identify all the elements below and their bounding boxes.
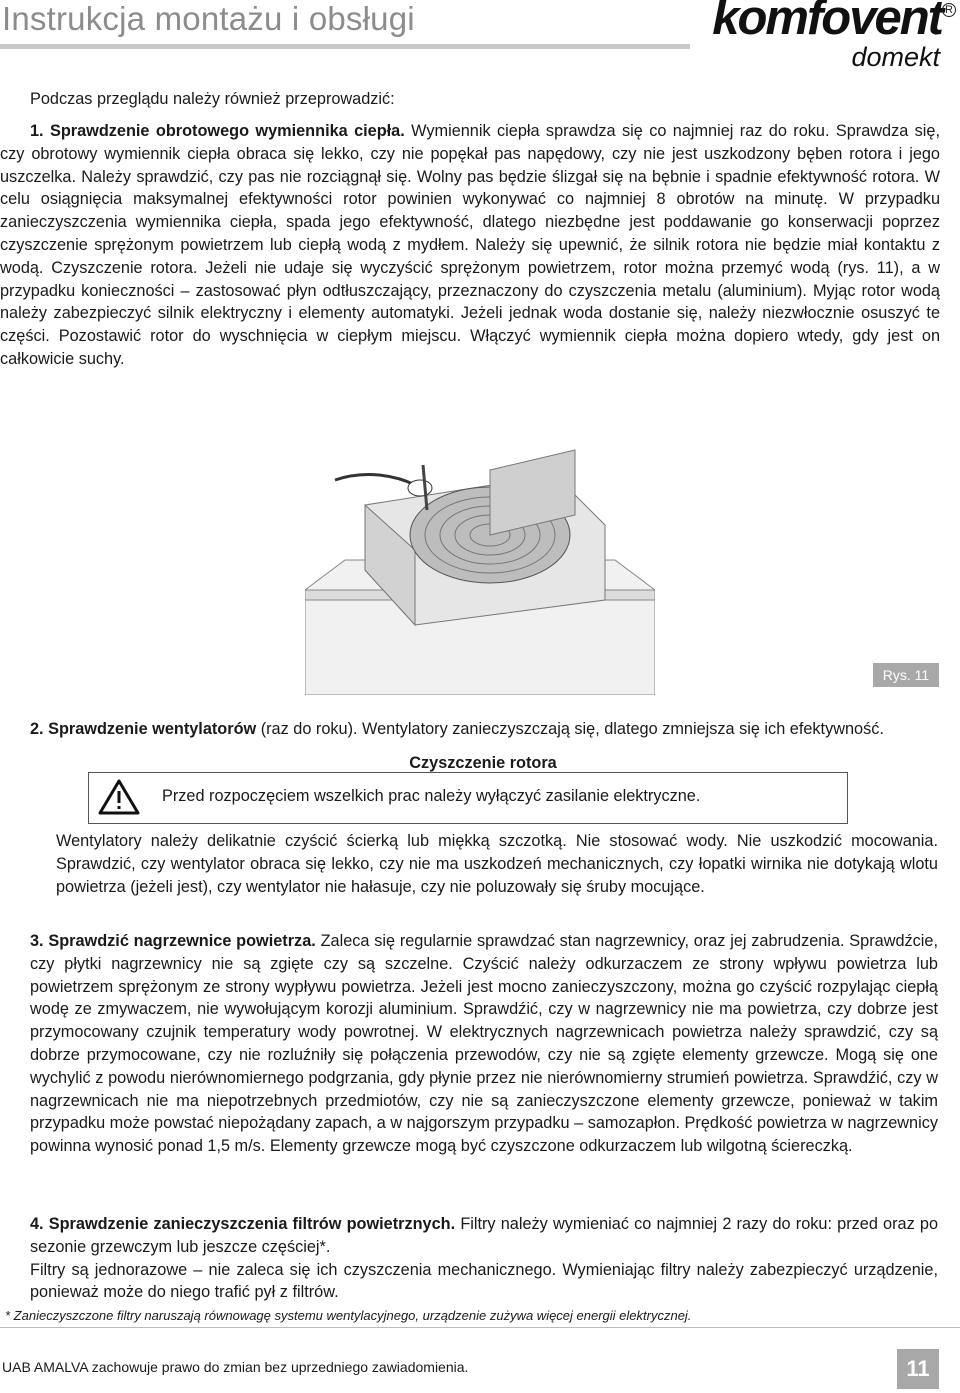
- intro-text: Podczas przeglądu należy również przeprowadzić:: [30, 90, 395, 108]
- registered-mark: R: [942, 3, 956, 17]
- section-fans: [30, 718, 938, 741]
- footer-divider: [0, 1327, 960, 1328]
- figure-caption: Czyszczenie rotora: [409, 754, 557, 772]
- page-header-title: Instrukcja montażu i obsługi: [2, 0, 415, 37]
- footnote: * Zanieczyszczone filtry naruszają równowagę systemu wentylacyjnego, urządzenie zużywa więcej energii elektrycznej.: [5, 1308, 692, 1323]
- section3-heading: 3. Sprawdzić nagrzewnice powietrza.: [30, 932, 316, 950]
- brand-logo-sub: domekt: [851, 42, 940, 72]
- header-divider: [0, 44, 690, 49]
- section2-heading: 2. Sprawdzenie wentylatorów: [30, 720, 257, 738]
- warning-text: Przed rozpoczęciem wszelkich prac należy wyłączyć zasilanie elektryczne.: [162, 787, 701, 805]
- section-filters: [30, 1213, 938, 1304]
- section-heaters: [30, 930, 938, 1158]
- section-rotary-exchanger: [0, 120, 940, 371]
- section3-body: Zaleca się regularnie sprawdzać stan nagrzewnicy, oraz jej zabrudzenia. Sprawdźcie, czy płytki nagrzewnicy nie są zgięte czy są szczelne. Czyścić należy odkurzaczem ze strony wpływu powietrza lub powietrzem sprężonym ze strony wypływu powietrza. Jeżeli jest mocno zanieczyszczony, można go czyścić rozpylając ciepłą wodę ze zmywaczem, nie wywołującym korozji aluminium. Sprawdźić, czy w nagrzewnicy nie ma powietrza, czy dobrze jest przymocowany czujnik temperatury wody powrotnej. W elektrycznych nagrzewnicach powietrza należy sprawdzić, czy są dobrze przymocowane, czy nie rozluźniły się połączenia przewodów, czy nie są zgięte elementy grzewcze. Mogą się one wychylić z powodu nierównomiernego podgrzania, gdy płynie przez nie nierównomierny strumień powietrza. Sprawdźić, czy w nagrzewnicach nie ma niepotrzebnych przedmiotów, czy nie są zanieczyszczone elementy grzewcze, ponieważ w takim przypadku może powstać niepożądany zapach, a w najgorszym przypadku – samozapłon. Prędkość powietrza w nagrzewnicy powinna wynosić ponad 1,5 m/s. Elementy grzewcze mogą być czyszczone odkurzaczem lub wilgotną ściereczką.: [30, 932, 938, 1156]
- page-number: 11: [897, 1349, 939, 1389]
- section1-heading: 1. Sprawdzenie obrotowego wymiennika ciepła.: [30, 122, 405, 140]
- rotor-cleaning-illustration: [305, 440, 655, 695]
- section4-body2: Filtry są jednorazowe – nie zaleca się ich czyszczenia mechanicznego. Wymieniając filtry należy zabezpieczyć urządzenie, ponieważ może do niego trafić pył z filtrów.: [30, 1260, 938, 1302]
- section1-body: Wymiennik ciepła sprawdza się co najmniej raz do roku. Sprawdza się, czy obrotowy wymiennik ciepła obraca się lekko, czy nie popękał pas napędowy, czy nie jest uszkodzony bęben rotora i jego uszczelka. Należy sprawdzić, czy pas nie rozciągnął się. Wolny pas będzie ślizgał się na bębnie i spadnie efektywność rotora. W celu osiągnięcia maksymalnej efektywności rotor powinien wykonywać co najmniej 8 obrotów na minutę. W przypadku zanieczyszczenia wymiennika ciepła, spada jego efektywność, dlatego niezbędne jest poddawanie go konserwacji poprzez czyszczenie sprężonym powietrzem lub ciepłą wodą z mydłem. Należy się upewnić, że silnik rotora nie będzie miał kontaktu z wodą. Czyszczenie rotora. Jeżeli nie udaje się wyczyścić sprężonym powietrzem, rotor można przemyć wodą (rys. 11), a w przypadku konieczności – zastosować płyn odtłuszczający, przeznaczony do czyszczenia metalu (aluminium). Myjąc rotor wodą należy zabezpieczyć silnik elektryczny i elementy automatyki. Jeżeli jednak woda dostanie się, należy niezwłocznie osuszyć te części. Pozostawić rotor do wyschnięcia w ciepłym miejscu. Włączyć wymiennik ciepła można dopiero wtedy, gdy jest on całkowicie suchy.: [0, 122, 940, 368]
- section-fans-details: Wentylatory należy delikatnie czyścić ścierką lub miękką szczotką. Nie stosować wody. Nie uszkodzić mocowania. Sprawdzić, czy wentylator obraca się lekko, czy nie ma uszkodzeń mechanicznych, czy łopatki wirnika nie dotykają wlotu powietrza (jeżeli jest), czy wentylator nie hałasuje, czy nie poluzowały się śruby mocujące.: [56, 832, 938, 896]
- figure-label: Rys. 11: [873, 663, 939, 687]
- warning-icon: [98, 778, 140, 816]
- footer-disclaimer: UAB AMALVA zachowuje prawo do zmian bez uprzedniego zawiadomienia.: [2, 1359, 469, 1375]
- section2-body: (raz do roku). Wentylatory zanieczyszczają się, dlatego zmniejsza się ich efektywność.: [260, 720, 884, 738]
- section4-body: Filtry należy wymieniać co najmniej 2 razy do roku: przed oraz po sezonie grzewczym lub jeszcze częściej*.: [30, 1215, 938, 1256]
- brand-logo: komfovent: [712, 0, 942, 45]
- section4-heading: 4. Sprawdzenie zanieczyszczenia filtrów powietrznych.: [30, 1215, 456, 1233]
